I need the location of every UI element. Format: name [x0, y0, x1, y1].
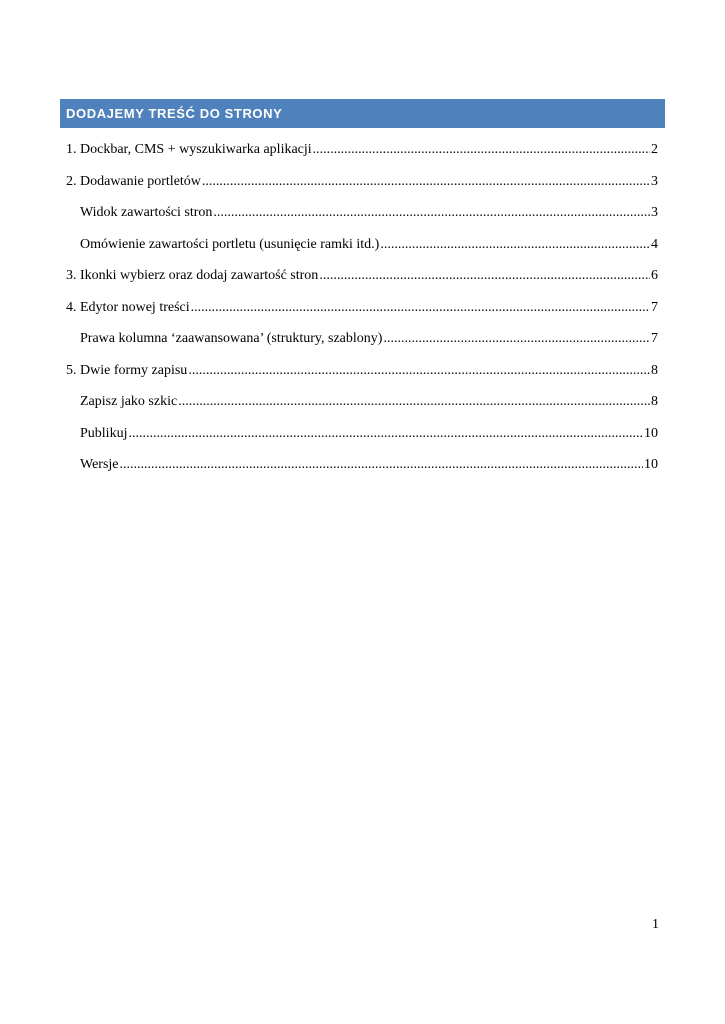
toc-leader-dots: [188, 358, 650, 383]
toc-entry-title: 4. Edytor nowej treści: [66, 299, 190, 315]
toc-entry-title: 5. Dwie formy zapisu: [66, 362, 188, 378]
toc-entry-page: 10: [644, 425, 658, 441]
toc-entry-title: Omówienie zawartości portletu (usunięcie ramki itd.): [80, 236, 380, 252]
toc-entry-page: 3: [651, 173, 658, 189]
table-of-contents: [66, 137, 658, 484]
toc-entry[interactable]: [66, 295, 658, 327]
toc-leader-dots: [383, 326, 650, 351]
toc-entry-title: Wersje: [80, 457, 119, 472]
toc-entry-title: Prawa kolumna ‘zaawansowana’ (struktury, szablony): [80, 331, 383, 346]
toc-leader-dots: [120, 452, 643, 477]
section-title: DODAJEMY TREŚĆ DO STRONY: [66, 106, 283, 121]
toc-subentry[interactable]: [66, 232, 658, 264]
toc-entry[interactable]: [66, 358, 658, 390]
toc-entry-page: 3: [651, 205, 658, 220]
toc-leader-dots: [319, 263, 650, 288]
toc-entry-page: 8: [651, 394, 658, 409]
section-header-bar: [60, 99, 665, 128]
toc-subentry[interactable]: [66, 389, 658, 421]
toc-subentry[interactable]: [66, 421, 658, 453]
toc-entry-page: 10: [644, 457, 658, 472]
toc-subentry[interactable]: [66, 452, 658, 484]
toc-leader-dots: [313, 137, 650, 162]
toc-entry-title: 1. Dockbar, CMS + wyszukiwarka aplikacji: [66, 142, 312, 157]
toc-subentry[interactable]: [66, 200, 658, 232]
toc-entry-title: Widok zawartości stron: [80, 205, 213, 220]
toc-leader-dots: [178, 389, 650, 414]
toc-entry-page: 8: [651, 362, 658, 378]
toc-entry-page: 2: [651, 142, 658, 157]
toc-entry[interactable]: [66, 137, 658, 169]
toc-entry-page: 6: [651, 268, 658, 283]
toc-entry[interactable]: [66, 263, 658, 295]
toc-entry[interactable]: [66, 169, 658, 201]
toc-entry-title: Publikuj: [80, 425, 128, 441]
toc-entry-title: 3. Ikonki wybierz oraz dodaj zawartość stron: [66, 268, 319, 283]
toc-entry-title: 2. Dodawanie portletów: [66, 173, 201, 189]
toc-leader-dots: [380, 232, 650, 257]
toc-leader-dots: [213, 200, 650, 225]
toc-entry-title: Zapisz jako szkic: [80, 394, 178, 409]
toc-subentry[interactable]: [66, 326, 658, 358]
toc-leader-dots: [202, 169, 650, 194]
toc-leader-dots: [128, 421, 643, 446]
toc-entry-page: 4: [651, 236, 658, 252]
page-number: 1: [652, 917, 659, 932]
toc-entry-page: 7: [651, 331, 658, 346]
toc-entry-page: 7: [651, 299, 658, 315]
toc-leader-dots: [191, 295, 650, 320]
